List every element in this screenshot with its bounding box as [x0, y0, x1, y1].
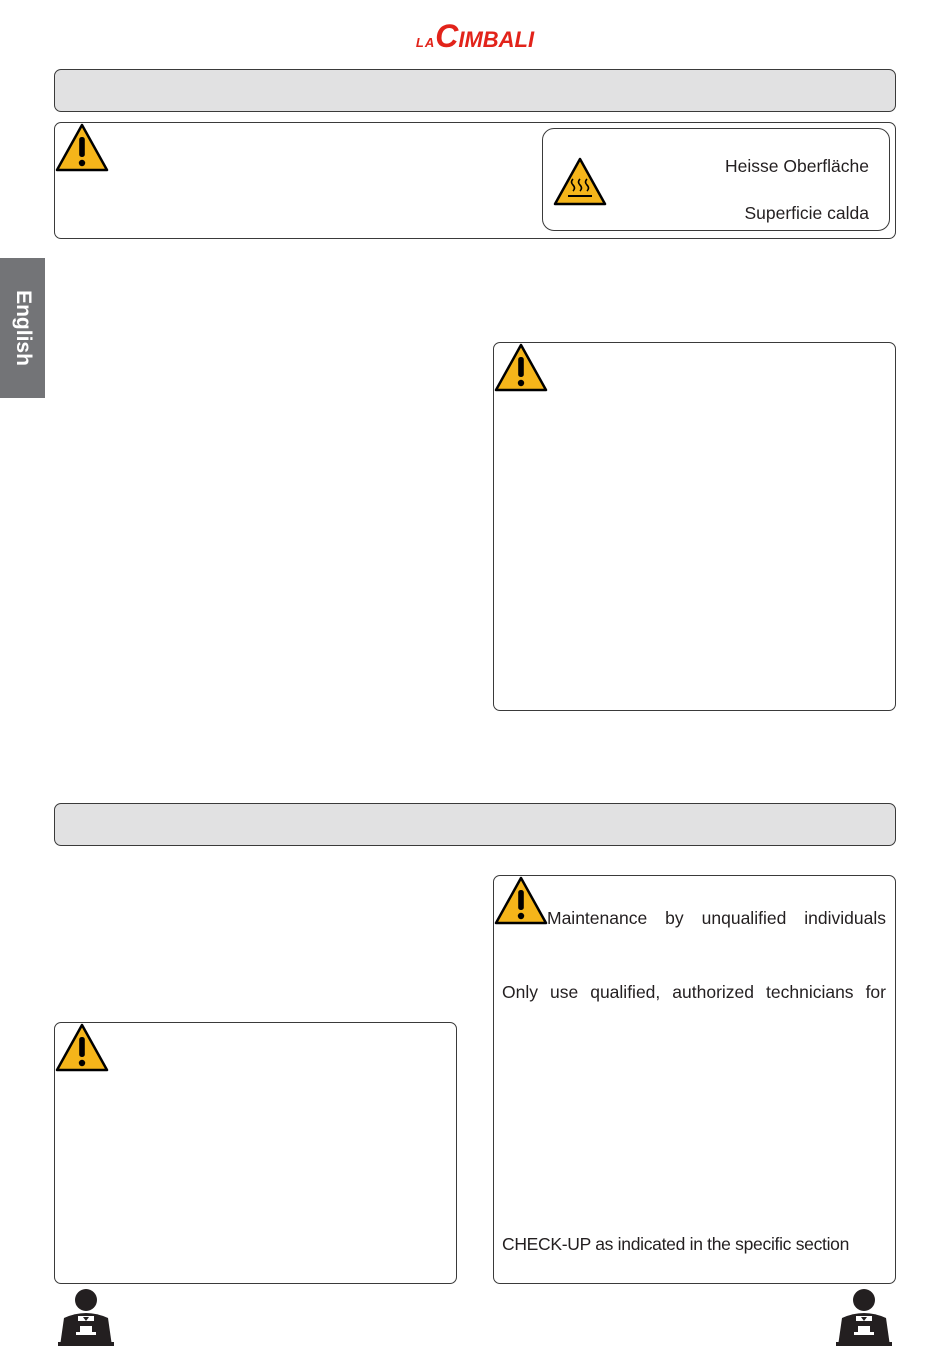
operator-icon — [54, 1288, 118, 1346]
maintenance-line-3: CHECK-UP as indicated in the specific section — [502, 1234, 850, 1254]
section-header-bar — [54, 803, 896, 846]
maintenance-warning-box — [493, 875, 896, 1284]
warning-box-middle — [493, 342, 896, 711]
operator-icon — [832, 1288, 896, 1346]
maintenance-line-1: Maintenance by unqualified individuals — [547, 908, 886, 928]
brand-prefix: LA — [415, 35, 436, 50]
warning-box-top — [54, 122, 896, 239]
brand-logo — [0, 18, 950, 55]
maintenance-line-2: Only use qualified, authorized technicians for — [502, 982, 886, 1002]
warning-triangle-icon — [494, 343, 548, 393]
section-header-bar — [54, 69, 896, 112]
hot-surface-icon — [553, 157, 607, 207]
warning-triangle-icon — [55, 1023, 109, 1073]
language-tab-label: English — [11, 290, 35, 366]
hot-surface-text-de: Heisse Oberfläche — [725, 156, 869, 176]
hot-surface-label — [542, 128, 890, 231]
warning-triangle-icon — [55, 123, 109, 173]
brand-name: IMBALI — [458, 27, 535, 52]
hot-surface-text-it: Superficie calda — [744, 203, 869, 223]
language-tab[interactable] — [0, 258, 45, 398]
warning-box-bottom-left — [54, 1022, 457, 1284]
warning-triangle-icon — [494, 876, 548, 926]
brand-initial: C — [435, 18, 459, 54]
